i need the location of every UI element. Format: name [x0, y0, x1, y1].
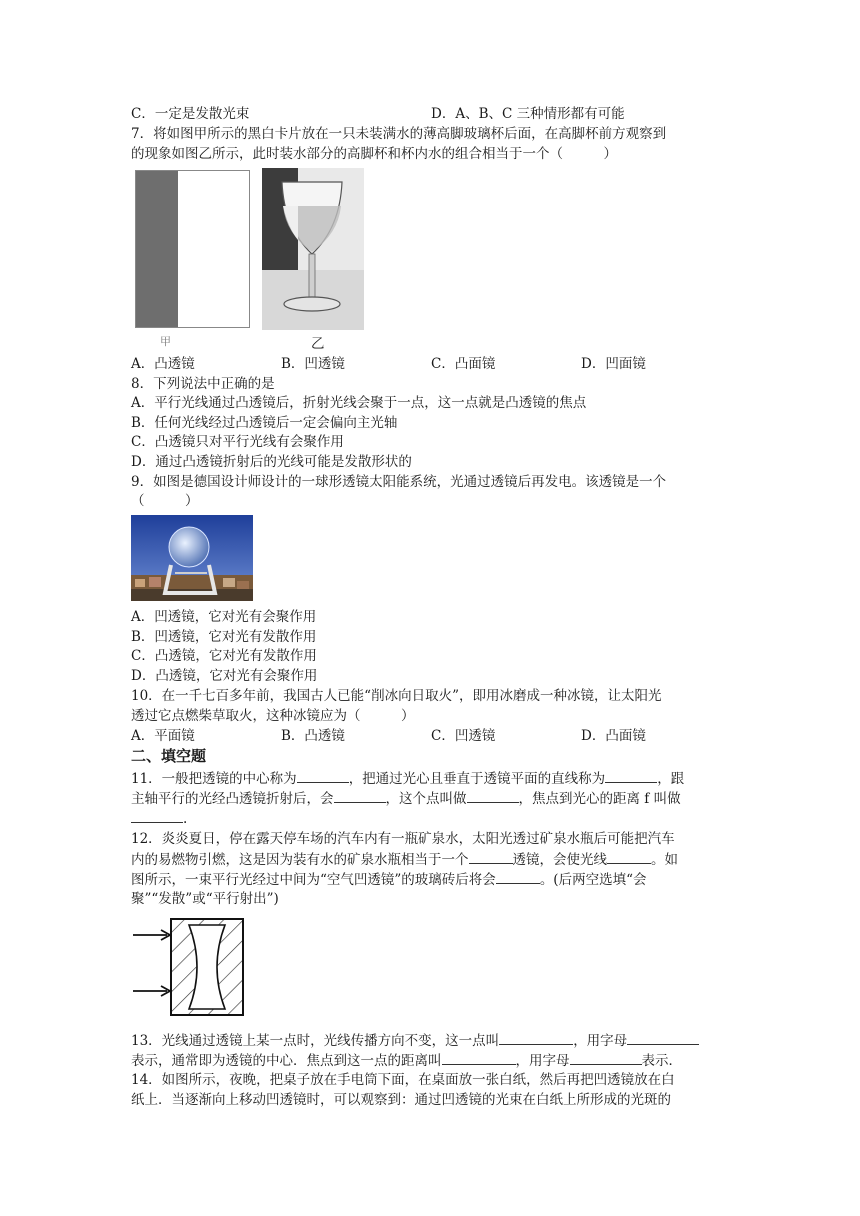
- section-fill-in-title: 二、填空题: [131, 747, 207, 765]
- q8-stem: 8．下列说法中正确的是: [131, 376, 275, 392]
- q13-text-2a: 表示，通常即为透镜的中心．焦点到这一点的距离叫: [131, 1053, 442, 1069]
- figure-goblet-yi: [262, 168, 364, 330]
- figure-label-jia: 甲: [160, 335, 171, 348]
- q8-option-a: A．平行光线通过凸透镜后，折射光线会聚于一点，这一点就是凸透镜的焦点: [131, 395, 587, 411]
- q7-option-a: A．凸透镜: [131, 356, 195, 372]
- q12-line3: [131, 869, 731, 890]
- q6-option-c: C．一定是发散光束: [131, 106, 250, 122]
- q13-text-2b: ，用字母: [515, 1053, 570, 1069]
- q10-option-c: C．凹透镜: [431, 728, 496, 744]
- q8-option-b: B．任何光线经过凸透镜后一定会偏向主光轴: [131, 415, 398, 431]
- card-dark-half: [136, 171, 178, 327]
- q9-option-a: A．凹透镜，它对光有会聚作用: [131, 609, 317, 625]
- q11-line2: [131, 788, 731, 809]
- q13-blank-1[interactable]: [499, 1030, 573, 1045]
- q11-line3: [131, 808, 731, 829]
- q9-stem-line2: （ ）: [131, 493, 199, 509]
- q11-blank-1[interactable]: [297, 768, 349, 783]
- q14-line2: 纸上．当逐渐向上移动凹透镜时，可以观察到：通过凹透镜的光束在白纸上所形成的光斑的: [131, 1092, 671, 1108]
- q11-blank-2[interactable]: [605, 768, 657, 783]
- q7-option-d: D．凹面镜: [581, 356, 646, 372]
- q14-line1: 14．如图所示，夜晚，把桌子放在手电筒下面，在桌面放一张白纸，然后再把凹透镜放在白: [131, 1072, 675, 1088]
- q13-blank-4[interactable]: [570, 1050, 642, 1065]
- q12-blank-2[interactable]: [607, 849, 651, 864]
- q11-blank-3[interactable]: [334, 788, 386, 803]
- q9-option-c: C．凸透镜，它对光有发散作用: [131, 648, 317, 664]
- figure-sphere-lens-solar: [131, 515, 253, 601]
- q12-text-2c: 。如: [651, 852, 678, 868]
- q7-option-b: B．凹透镜: [281, 356, 345, 372]
- q13-line1: [131, 1030, 731, 1051]
- q13-blank-2[interactable]: [627, 1030, 699, 1045]
- q11-text-1c: ，跟: [657, 771, 685, 787]
- q11-text-1a: 11．一般把透镜的中心称为: [131, 771, 297, 787]
- q9-stem-line1: 9．如图是德国设计师设计的一球形透镜太阳能系统，光通过透镜后再发电。该透镜是一个: [131, 474, 667, 490]
- q10-option-d: D．凸面镜: [581, 728, 646, 744]
- q11-text-2c: ，焦点到光心的距离 f 叫做: [518, 791, 681, 807]
- figure-air-concave-lens-brick: [131, 913, 249, 1019]
- figure-card-jia: [135, 170, 250, 328]
- q13-blank-3[interactable]: [442, 1050, 516, 1065]
- q12-line4: 聚”“发散”或“平行射出”): [131, 891, 279, 907]
- q12-text-2a: 内的易燃物引燃，这是因为装有水的矿泉水瓶相当于一个: [131, 852, 469, 868]
- q10-option-a: A．平面镜: [131, 728, 195, 744]
- q8-option-d: D．通过凸透镜折射后的光线可能是发散形状的: [131, 454, 412, 470]
- q9-option-b: B．凹透镜，它对光有发散作用: [131, 629, 317, 645]
- q11-line1: [131, 768, 731, 789]
- q13-text-1b: ，用字母: [573, 1033, 628, 1049]
- q7-stem-line1: 7．将如图甲所示的黑白卡片放在一只未装满水的薄高脚玻璃杯后面，在高脚杯前方观察到: [131, 126, 667, 142]
- q12-text-3b: 。(后两空选填“会: [539, 872, 647, 888]
- q11-blank-5[interactable]: [131, 808, 183, 823]
- q6-option-d: D．A、B、C 三种情形都有可能: [431, 106, 625, 122]
- q13-text-1a: 13．光线通过透镜上某一点时，光线传播方向不变，这一点叫: [131, 1033, 500, 1049]
- q11-text-2a: 主轴平行的光经凸透镜折射后，会: [131, 791, 334, 807]
- q8-option-c: C．凸透镜只对平行光线有会聚作用: [131, 434, 344, 450]
- q12-blank-1[interactable]: [469, 849, 513, 864]
- q12-blank-3[interactable]: [496, 869, 540, 884]
- figure-label-yi: 乙: [311, 336, 325, 352]
- q10-stem-line2: 透过它点燃柴草取火，这种冰镜应为（ ）: [131, 708, 415, 724]
- q11-text-1b: ，把通过光心且垂直于透镜平面的直线称为: [348, 771, 606, 787]
- q10-stem-line1: 10．在一千七百多年前，我国古人已能“削冰向日取火”，即用冰磨成一种冰镜，让太阳光: [131, 688, 662, 704]
- q13-line2: [131, 1050, 731, 1071]
- q7-option-c: C．凸面镜: [431, 356, 496, 372]
- q11-text-2b: ，这个点叫做: [385, 791, 467, 807]
- q7-stem-line2: 的现象如图乙所示，此时装水部分的高脚杯和杯内水的组合相当于一个（ ）: [131, 146, 617, 162]
- q12-text-3a: 图所示，一束平行光经过中间为“空气凹透镜”的玻璃砖后将会: [131, 872, 496, 888]
- q9-option-d: D．凸透镜，它对光有会聚作用: [131, 668, 318, 684]
- q10-option-b: B．凸透镜: [281, 728, 345, 744]
- q13-text-2c: 表示．: [641, 1053, 682, 1069]
- q11-blank-4[interactable]: [467, 788, 519, 803]
- q12-line1: 12．炎炎夏日，停在露天停车场的汽车内有一瓶矿泉水，太阳光透过矿泉水瓶后可能把汽车: [131, 831, 675, 847]
- q11-text-3: .: [183, 811, 188, 827]
- q12-text-2b: 透镜，会使光线: [512, 852, 607, 868]
- q12-line2: [131, 849, 731, 870]
